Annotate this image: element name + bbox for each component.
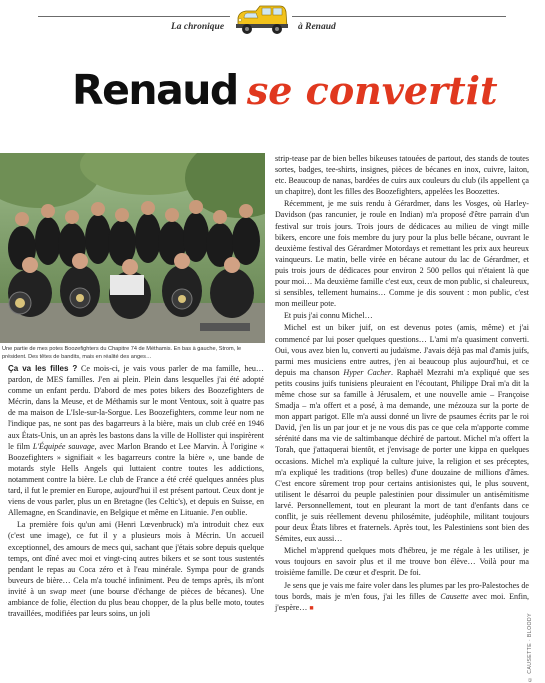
text-run: Michel est un biker juif, on est devenus potes (amis, même) et j'ai commencé par lui poser quelques questions… L'ami m'a quasiment converti. Oui, vous avez bien lu, converti au judaïsme. J'avais déjà pas mal d'amis juifs, parmi mes musiciens entre autres, j'en ai beaucoup plus aujourd'hui, et ce depuis ma chanson <box>275 323 529 377</box>
paragraph: Et puis j'ai connu Michel… <box>284 311 373 321</box>
text-run: . Raphaël Mezrahi m'a expliqué que ses petits cousins juifs tunisiens pleuraient en l'écoutant, Philippe Draï m'a dit la même chose sur sa famille à Jérusalem, et une nouvelle amie – Françoise Smadja – m'a offert et a posé, à ma demande, une mézouza sur la porte de mon appart parigot. Elle m'a aussi donné un livre de psaumes écrits par le roi David, j'en lis un par jour et je ne vous dis pas ce que cela m'apporte comme sérénité dans ma vie de saltimbanque déchiré de partout. Michel m'a offert la Torah, que j'attaquerai bientôt, et j'envisage de porter une kippa en quelques occasions. Michel m'a expliqué la culture juive, la religion et ses préceptes, m'a expliqué les traditions (trop belles) d'une douzaine de millions d'âmes. C'est encore sûrement trop pour certains antisionistes qui, le plus souvent, utilisent le désarroi du peuple palestinien pour dissimuler un antisémitisme larvé. Personnellement, tout en pleurant la mort de tant d'enfants dans ce conflit, je suis réellement devenu philosémite, judéophile, militant toujours pour deux États libres et fraternels. Après tout, les Palestiniens sont bien des Sémites, eux aussi… <box>275 367 530 544</box>
header-section-left: La chronique <box>171 22 225 32</box>
photo-credit: © CAUSETTE · BLOODY <box>527 613 533 682</box>
photo-caption: Une partie de mes potes Boozefighters du Chapitre 74 de Méthamis. En bas à gauche, Strom, le président. Des têtes de bandits, mais en réalité des anges… <box>2 346 242 360</box>
magazine-name: Causette <box>440 591 469 601</box>
paragraph: strip-tease par de bien belles bikeuses tatouées de partout, des stands de toutes sortes, badges, tee-shirts, insignes, pièces de bécanes en inox, cuivre, laiton, etc. Beaucoup de nanas, bardées de cuirs aux couleurs du club (ils appellent ça un chapitre), dont les filles des Boozefighters, appelées les Boozettes. <box>275 154 529 197</box>
text-run: avec moi. Enfin, j'espère… <box>275 591 529 612</box>
article-column-right <box>275 153 529 615</box>
title-main: Renaud <box>72 66 238 114</box>
group-photo <box>0 153 265 343</box>
song-title: Hyper Cacher <box>343 367 391 377</box>
title-accent: se convertit <box>246 68 498 113</box>
article-title <box>72 66 498 126</box>
chronicle-header <box>0 0 545 44</box>
paragraph: Récemment, je me suis rendu à Gérardmer, dans les Vosges, où Harley-Davidson (pas rancunier, je roule en Indian) m'a proposé d'être parrain d'un festival sur trois jours. Trois jours de dédicaces au milieu de vingt mille bikers, encore une fois membre du jury pour la plus belle bécane, ouvrant le deuxième festival des Gérardmer Motordays et remettant les prix aux heureux vainqueurs. Le matin, belle virée en bécane autour du lac de Gérardmer, et puis trois jours de dédicaces pour environ 2 500 pellos qui n'étaient là que pour moi… Ma deuxième famille c'est eux, ceux de mon public, si chaleureux, si sensibles, tellement humains… Comme je dis souvent : mon public, c'est mon meilleur pote. <box>275 199 529 309</box>
text-run: La première fois qu'un ami (Henri Lœvenbruck) m'a introduit chez eux (c'est une image), ce fut il y a plusieurs mois à Mécrin. Un accueil exceptionnel, des amours de mecs qui, sachant que j'étais sobre depuis quelque temps, ont dîné avec moi et vingt-cinq autres bikers et se sont tous sustentés pendant le repas au Coca zéro et à l'eau minérale. Sympa pour de grands buveurs de bière… Cela m'a touché infiniment. Peu de temps après, ils m'ont invité à un <box>8 520 264 596</box>
text-run: , avec Marlon Brando et Lee Marvin. À l'origine « Boozefighters » signifiait « les bagarreurs contre la bière », une bande de motards style Hells Angels qui luttaient contre toutes les addictions, notamment contre la bière. Le club de France a été créé quelques années plus tard, il fut le premier en Europe, aujourd'hui il est présent partout. Ceux dont je viens de vous parler, plus un en Bretagne (les Celtic's), et depuis en Suisse, en Allemagne, en Scandinavie, en Belgique et même en Lituanie. J'en oublie. <box>8 441 264 518</box>
header-section-right: à Renaud <box>298 22 336 32</box>
lead-in: Ça va les filles ? <box>8 364 78 373</box>
yellow-van-icon <box>232 4 290 38</box>
paragraph <box>275 322 529 544</box>
header-rule-left <box>38 16 230 17</box>
film-title: L'Équipée sauvage <box>32 441 95 451</box>
end-mark-icon: ■ <box>309 603 314 612</box>
text-run: Je sens que je vais me faire voler dans les plumes par les pro-Palestoches de tous bords, mais je m'en fous, j'ai les filles de <box>275 580 529 601</box>
bikers-group-photo-illustration <box>0 153 265 343</box>
header-rule-right <box>292 16 506 17</box>
article-column-left <box>8 363 264 620</box>
italic-term: swap meet <box>49 586 86 596</box>
paragraph <box>275 580 529 614</box>
text-run: Ce mois-ci, je vais vous parler de ma famille, heu… pardon, de MES familles. J'en ai plein. Plein dans lesquelles j'ai été adopté comme un enfant perdu. D'abord de mes potes bikers des Boozefighters de Mécrin, dans la Meuse, et de Méthamis sur le mont Ventoux, soit à quatre pas de ma maison de L'Isle-sur-la-Sorgue. Les Boozefighters, comme leur nom ne l'indique pas, ne sont pas des bagarreurs à la bière, mais un club créé en 1946 aux États-Unis, un an après les bastons dans la ville de Hollister qui inspirèrent le film <box>8 364 264 451</box>
text-run: (une bourse d'échange de pièces de bécanes). Une ambiance de folie, élection du plus beau chopper, de la plus belle moto, toutes travaillées, modifiées par leurs soins, un joli <box>8 586 265 619</box>
paragraph <box>8 519 264 619</box>
paragraph: Michel m'apprend quelques mots d'hébreu, je me régale à les utiliser, je vous toujours en savoir plus et il me trouve bon élève… Voilà pour ma troisième famille. De cœur et d'esprit. De foi. <box>275 546 529 578</box>
paragraph <box>8 363 264 518</box>
